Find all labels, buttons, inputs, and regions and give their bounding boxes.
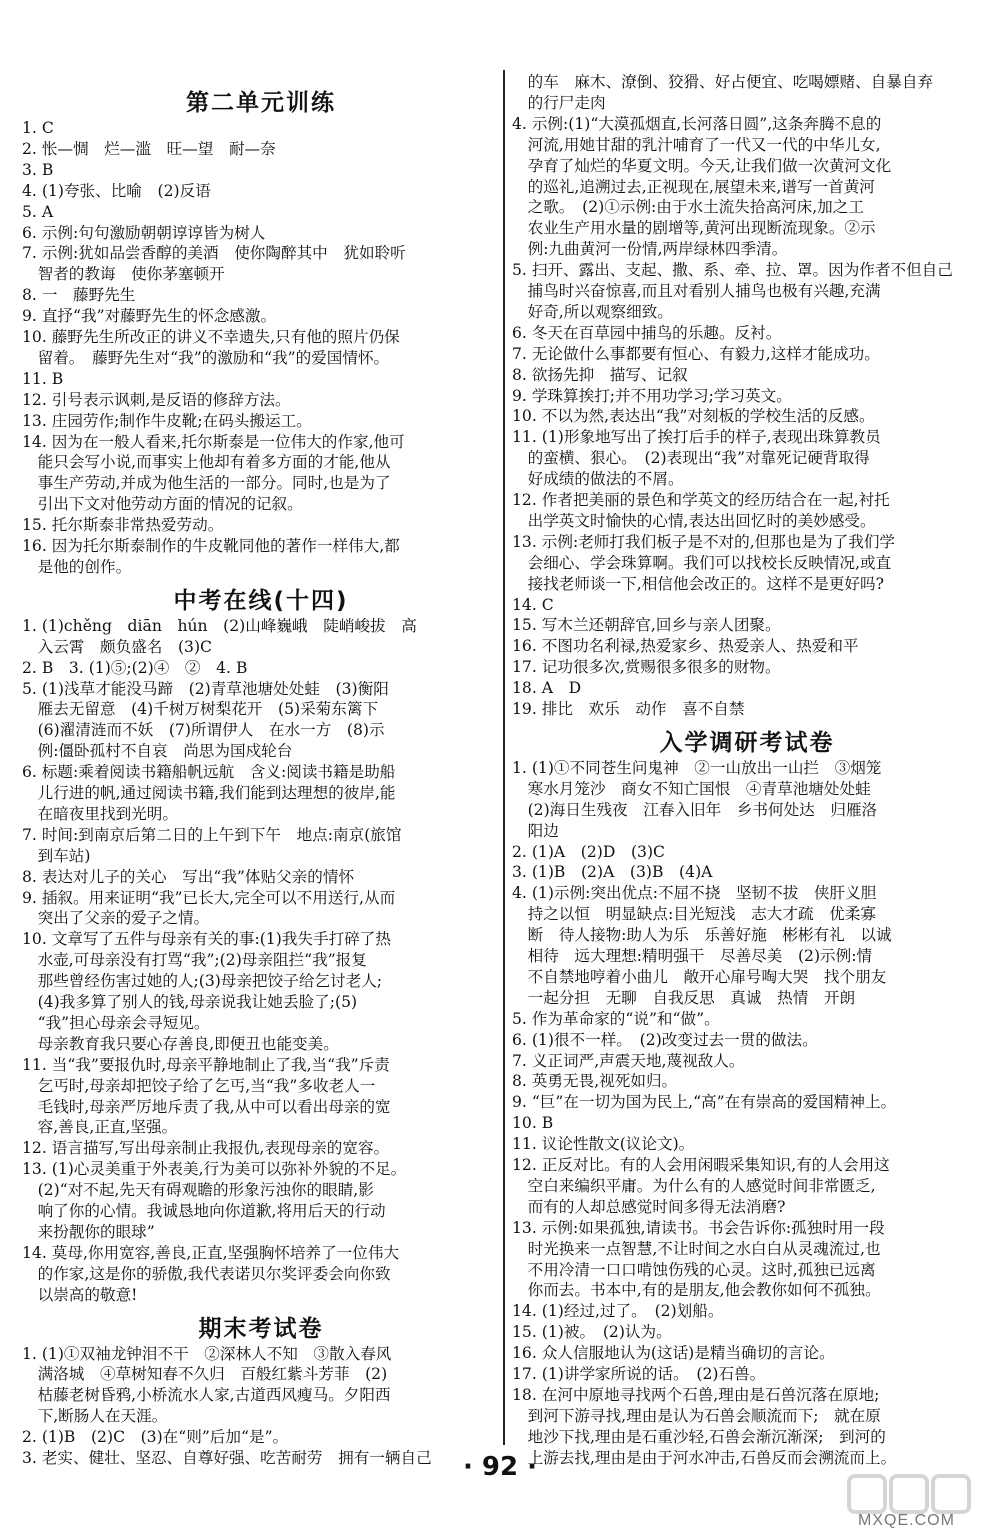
answer-line: 不用冷清一口口啃蚀伤残的心灵。这时,孤独已远离	[512, 1260, 876, 1279]
section-heading: 中考在线(十四)	[173, 587, 349, 614]
answer-line: (2)“对不起,先天有碍观瞻的形象污浊你的眼睛,影	[22, 1181, 374, 1200]
answer-line: 引出下文对他劳动方面的情况的记叙。	[22, 495, 303, 514]
section-heading: 入学调研考试卷	[659, 729, 835, 756]
answer-line: 以崇高的敬意!	[22, 1285, 138, 1304]
answer-line: 18. A D	[512, 679, 582, 698]
answer-line: 11. 议论性散文(议论文)。	[512, 1135, 695, 1154]
answer-line: 你而去。书本中,有的是朋友,他会教你如何不孤独。	[512, 1281, 881, 1300]
answer-line: 出学英文时愉快的心情,表达出回忆时的美妙感受。	[512, 511, 876, 530]
answer-line: 7. 示例:犹如品尝香醇的美酒 使你陶醉其中 犹如聆听	[22, 244, 406, 263]
answer-line: (6)濯清涟而不妖 (7)所谓伊人 在水一方 (8)示	[22, 721, 385, 740]
answer-line: 河流,用她甘甜的乳汁哺育了一代又一代的中华儿女,	[512, 135, 881, 154]
section-heading: 第二单元训练	[186, 90, 336, 116]
answer-line: 孕育了灿烂的华夏文明。今天,让我们做一次黄河文化	[512, 156, 892, 175]
answer-line: 不自禁地哼着小曲儿 敞开心扉号啕大哭 找个朋友	[512, 967, 887, 986]
answer-line: 接找老师谈一下,相信他会改正的。这样不是更好吗?	[512, 574, 884, 593]
answer-line: 是他的创作。	[22, 557, 132, 576]
answer-line: 2. (1)A (2)D (3)C	[512, 842, 665, 861]
answer-line: 那些曾经伤害过她的人;(3)母亲把饺子给乞讨老人;	[22, 972, 383, 991]
answer-line: 4. (1)示例:突出优点:不屈不挠 坚韧不拔 侠肝义胆	[512, 884, 877, 903]
answer-line: 1. C	[22, 119, 54, 137]
answer-line: 7. 义正词严,声震天地,蔑视敌人。	[512, 1051, 745, 1070]
answer-line: 留着。 藤野先生对“我”的激励和“我”的爱国情怀。	[22, 348, 390, 367]
answer-line: 下,断肠人在天涯。	[22, 1407, 168, 1426]
answer-line: 事生产劳动,并成为他生活的一部分。同时,也是为了	[22, 474, 391, 493]
answer-line: 13. 示例:如果孤独,请读书。书会告诉你:孤独时用一段	[512, 1218, 885, 1237]
answer-line: 11. B	[22, 369, 64, 388]
answer-line: 8. 欲扬先抑 描写、记叙	[512, 365, 688, 384]
answer-line: 4. (1)夸张、比喻 (2)反语	[22, 181, 211, 200]
answer-line: 入云霄 颇负盛名 (3)C	[22, 637, 212, 656]
answer-line: 7. 时间:到南京后第二日的上午到下午 地点:南京(旅馆	[22, 825, 402, 844]
answer-line: 18. 在河中原地寻找两个石兽,理由是石兽沉落在原地;	[512, 1385, 880, 1404]
answer-line: 1. (1)chěng diān hún (2)山峰巍峨 陡峭峻拔 高	[22, 616, 417, 635]
answer-line: 例:僵卧孤村不自哀 尚思为国戍轮台	[22, 742, 293, 761]
answer-line: 5. 扫开、露出、支起、撒、系、牵、拉、罩。因为作者不但自己	[512, 261, 953, 280]
answer-line: 满洛城 ④草树知春不久归 百般红紫斗芳菲 (2)	[22, 1365, 388, 1384]
answer-line: 空白来编织平庸。为什么有的人感觉时间非常匮乏,	[512, 1176, 876, 1195]
answer-line: 8. 一 藤野先生	[22, 286, 136, 305]
answer-line: 2. (1)B (2)C (3)在“则”后加“是”。	[22, 1428, 289, 1447]
answer-line: 能只会写小说,而事实上他却有着多方面的才能,他从	[22, 453, 391, 472]
answer-line: 阳边	[512, 821, 559, 840]
answer-line: 5. (1)浅草才能没马蹄 (2)青草池塘处处蛙 (3)衡阳	[22, 679, 389, 698]
answer-line: 智者的教诲 使你茅塞顿开	[22, 265, 225, 284]
answer-line: 10. 文章写了五件与母亲有关的事:(1)我失手打碎了热	[22, 930, 391, 949]
answer-line: 的作家,这是你的骄傲,我代表诺贝尔奖评委会向你致	[22, 1264, 391, 1283]
answer-line: 15. (1)被。 (2)认为。	[512, 1323, 672, 1342]
answer-line: 母亲教育我只要心存善良,即便丑也能变美。	[22, 1034, 339, 1053]
answer-line: 来扮靓你的眼球”	[22, 1222, 155, 1241]
answer-line: 7. 无论做什么事都要有恒心、有毅力,这样才能成功。	[512, 344, 880, 363]
answer-line: 11. 当“我”要报仇时,母亲平静地制止了我,当“我”斥责	[22, 1055, 390, 1074]
answer-line: 12. 作者把美丽的景色和学英文的经历结合在一起,衬托	[512, 491, 890, 509]
answer-line: 17. 记功很多次,赏赐很多很多的财物。	[512, 658, 781, 677]
answer-line: 水壶,可母亲没有打骂“我”;(2)母亲阻拦“我”报复	[22, 951, 367, 970]
answer-line: 16. 因为托尔斯泰制作的牛皮靴同他的著作一样伟大,都	[22, 537, 400, 555]
answer-line: 响了你的心情。我诚恳地向你道歉,将用后天的行动	[22, 1202, 386, 1220]
answer-line: 9. “巨”在一切为国为民上,“高”在有崇高的爱国精神上。	[512, 1093, 897, 1112]
answer-line: 乞丐时,母亲却把饺子给了乞丐,当“我”多收老人一	[22, 1076, 376, 1095]
answer-line: 14. 莫母,你用宽容,善良,正直,坚强胸怀培养了一位伟大	[22, 1243, 400, 1262]
answer-line: 5. 作为革命家的“说”和“做”。	[512, 1009, 720, 1028]
answer-line: 13. 示例:老师打我们板子是不对的,但那也是为了我们学	[512, 532, 896, 551]
answer-line: 9. 插叙。用来证明“我”已长大,完全可以不用送行,从而	[22, 888, 396, 907]
answer-line: 15. 托尔斯泰非常热爱劳动。	[22, 516, 224, 535]
answer-line: 的车 麻木、潦倒、狡猾、好占便宜、吃喝嫖赌、自暴自弃	[512, 73, 934, 91]
answer-line: 8. 英勇无畏,视死如归。	[512, 1072, 678, 1091]
answer-line: 到河下游寻找,理由是认为石兽会顺流而下; 就在原	[512, 1406, 881, 1425]
answer-line: 儿行进的帆,通过阅读书籍,我们能到达理想的彼岸,能	[22, 784, 396, 802]
answer-line: 4. 示例:(1)“大漠孤烟直,长河落日圆”,这条奔腾不息的	[512, 114, 882, 133]
answer-line: (2)海日生残夜 江春入旧年 乡书何处达 归雁洛	[512, 800, 878, 819]
answer-line: 持之以恒 明显缺点:目光短浅 志大才疏 优柔寡	[512, 905, 876, 924]
answer-line: 3. 老实、健壮、坚忍、自尊好强、吃苦耐劳 拥有一辆自己	[22, 1449, 432, 1467]
answer-line: 的巡礼,追溯过去,正视现在,展望未来,谱写一首黄河	[512, 177, 875, 196]
answer-line: 13. 庄园劳作;制作牛皮靴;在码头搬运工。	[22, 411, 312, 430]
answer-line: 之歌。 (2)①示例:由于水土流失拾高河床,加之工	[512, 198, 864, 217]
answer-line: 17. (1)讲学家所说的话。 (2)石兽。	[512, 1365, 766, 1383]
page-number: · 92 ·	[462, 1452, 538, 1482]
answer-line: 9. 直抒“我”对藤野先生的怀念感激。	[22, 307, 277, 326]
answer-line: 19. 排比 欢乐 动作 喜不自禁	[512, 700, 745, 718]
answer-line: 6. 冬天在百草园中捕鸟的乐趣。反衬。	[512, 323, 782, 342]
answer-line: 14. (1)经过,过了。 (2)划船。	[512, 1302, 724, 1321]
answer-line: 会细心、学会珠算啊。我们可以找校长反映情况,或直	[512, 553, 892, 572]
answer-line: 毛钱时,母亲严厉地斥责了我,从中可以看出母亲的宽	[22, 1097, 391, 1116]
answer-line: 断 待人接物:助人为乐 乐善好施 彬彬有礼 以诚	[512, 926, 892, 945]
answer-line: 2. 怅—惆 烂—滥 旺—望 耐—奈	[22, 139, 276, 158]
answer-line: 12. 引号表示讽刺,是反语的修辞方法。	[22, 390, 291, 409]
answer-line: 2. B 3. (1)⑤;(2)④ ② 4. B	[22, 658, 248, 677]
answer-line: (4)我多算了别人的钱,母亲说我让她丢脸了;(5)	[22, 993, 358, 1011]
answer-line: 1. (1)①双袖龙钟泪不干 ②深林人不知 ③散入春风	[22, 1344, 392, 1363]
answer-line: 的蛮横、狠心。 (2)表现出“我”对靠死记硬背取得	[512, 449, 870, 468]
answer-line: 6. 标题:乘着阅读书籍船帆远航 含义:阅读书籍是助船	[22, 763, 396, 782]
answer-line: 农业生产用水量的剧增等,黄河出现断流现象。②示	[512, 219, 876, 238]
answer-line: 1. (1)①不同苍生问鬼神 ②一山放出一山拦 ③烟笼	[512, 758, 882, 777]
answer-line: 12. 语言描写,写出母亲制止我报仇,表现母亲的宽容。	[22, 1139, 390, 1158]
answer-line: 例:九曲黄河一份情,两岸绿林四季清。	[512, 240, 788, 259]
answer-line: 12. 正反对比。有的人会用闲暇采集知识,有的人会用这	[512, 1156, 890, 1174]
answer-line: 一起分担 无聊 自我反思 真诚 热情 开朗	[512, 988, 856, 1007]
answer-line: 枯藤老树昏鸦,小桥流水人家,古道西风瘦马。夕阳西	[22, 1386, 391, 1405]
answer-line: 11. (1)形象地写出了挨打后手的样子,表现出珠算教员	[512, 428, 881, 447]
answer-line: 8. 表达对儿子的关心 写出“我”体贴父亲的情怀	[22, 867, 355, 886]
answer-line: 的行尸走肉	[512, 93, 606, 112]
answer-line: 地沙下找,理由是石重沙轻,石兽会渐沉渐深; 到河的	[512, 1427, 886, 1446]
watermark-text: MXQE.COM	[858, 1512, 955, 1529]
answer-line: “我”担心母亲会寻短见。	[22, 1013, 210, 1032]
answer-line: 而有的人却总感觉时间多得无法消磨?	[512, 1197, 786, 1216]
answer-line: 雁去无留意 (4)千树万树梨花开 (5)采菊东篱下	[22, 700, 379, 719]
answer-line: 寒水月笼沙 商女不知亡国恨 ④青草池塘处处蛙	[512, 779, 871, 798]
answer-line: 14. C	[512, 595, 554, 614]
answer-line: 3. (1)B (2)A (3)B (4)A	[512, 863, 713, 882]
answer-line: 13. (1)心灵美重于外表美,行为美可以弥补外貌的不足。	[22, 1160, 407, 1179]
answer-line: 到车站)	[22, 846, 91, 865]
answer-line: 10. 藤野先生所改正的讲义不幸遗失,只有他的照片仍保	[22, 328, 400, 346]
answer-line: 捕鸟时兴奋惊喜,而且对看别人捕鸟也极有兴趣,充满	[512, 282, 881, 300]
answer-line: 9. 学珠算挨打;并不用功学习;学习英文。	[512, 386, 792, 405]
column-divider	[503, 70, 505, 1445]
answer-line: 6. 示例:句句激励朝朝谆谆皆为树人	[22, 223, 266, 242]
answer-line: 3. B	[22, 160, 54, 179]
answer-line: 16. 不图功名利禄,热爱家乡、热爱亲人、热爱和平	[512, 637, 859, 656]
answer-line: 时光换来一点智慧,不让时间之水白白从灵魂流过,也	[512, 1239, 881, 1258]
answer-line: 10. B	[512, 1114, 554, 1133]
answer-line: 上游去找,理由是由于河水冲击,石兽反而会溯流而上。	[512, 1448, 897, 1467]
answer-line: 10. 不以为然,表达出“我”对刻板的学校生活的反感。	[512, 407, 875, 426]
answer-line: 15. 写木兰还朝辞官,回乡与亲人团聚。	[512, 616, 781, 635]
answer-line: 容,善良,正直,坚强。	[22, 1118, 178, 1137]
section-heading: 期末考试卷	[198, 1315, 324, 1342]
answer-line: 5. A	[22, 202, 54, 221]
answer-line: 14. 因为在一般人看来,托尔斯泰是一位伟大的作家,他可	[22, 432, 405, 451]
answer-line: 16. 众人信服地认为(这话)是精当确切的言论。	[512, 1344, 835, 1363]
answer-line: 6. (1)很不一样。 (2)改变过去一贯的做法。	[512, 1030, 818, 1049]
answer-line: 好奇,所以观察细致。	[512, 302, 673, 321]
answer-line: 相待 远大理想:精明强干 尽善尽美 (2)示例:情	[512, 947, 873, 965]
answer-line: 好成绩的做法的不屑。	[512, 470, 684, 489]
answer-line: 在暗夜里找到光明。	[22, 804, 178, 823]
answer-line: 突出了父亲的爱子之情。	[22, 909, 210, 928]
